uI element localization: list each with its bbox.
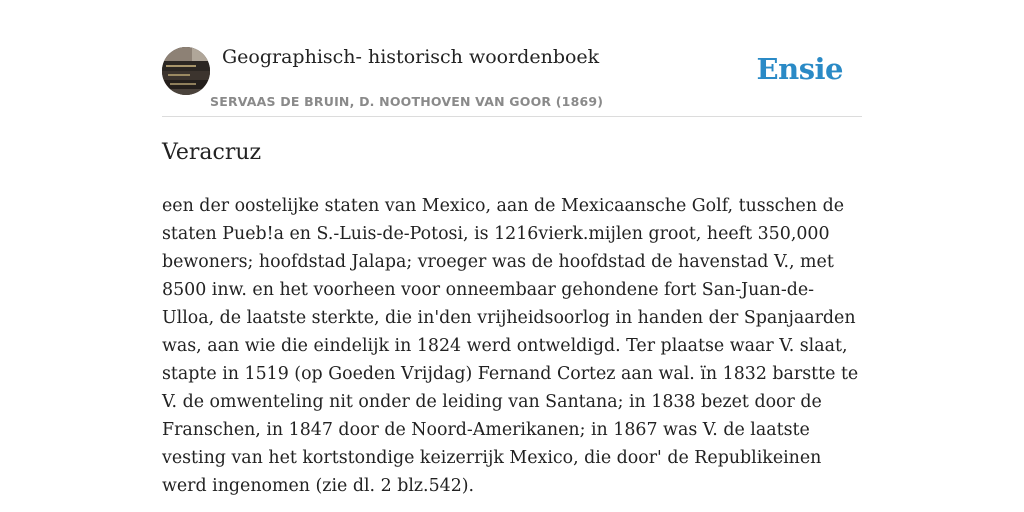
entry-title: Veracruz bbox=[162, 140, 262, 165]
book-authors: SERVAAS DE BRUIN, D. NOOTHOVEN VAN GOOR (1869) bbox=[210, 94, 604, 109]
book-spines-icon[interactable] bbox=[162, 47, 210, 95]
entry-body: een der oostelijke staten van Mexico, aan de Mexicaansche Golf, tusschen de staten Pueb!a en S.-Luis-de-Potosi, is 1216vierk.mijlen groot, heeft 350,000 bewoners; hoofdstad Jalapa; vroeger was de hoofdstad de havenstad V., met 8500 inw. en het voorheen voor onneembaar gehondene fort San-Juan-de-Ulloa, de laatste sterkte, die in'den vrijheidsoorlog in handen der Spanjaarden was, aan wie die eindelijk in 1824 werd ontweldigd. Ter plaatse waar V. slaat, stapte in 1519 (op Goeden Vrijdag) Fernand Cortez aan wal. ïn 1832 barstte te V. de omwenteling nit onder de leiding van Santana; in 1838 bezet door de Franschen, in 1847 door de Noord-Amerikanen; in 1867 was V. de laatste vesting van het kortstondige keizerrijk Mexico, die door' de Republikeinen werd ingenomen (zie dl. 2 blz.542). bbox=[162, 196, 859, 496]
book-title[interactable]: Geographisch- historisch woordenboek bbox=[222, 46, 600, 68]
ensie-logo-link[interactable]: Ensie bbox=[756, 52, 843, 86]
book-header bbox=[162, 44, 862, 117]
